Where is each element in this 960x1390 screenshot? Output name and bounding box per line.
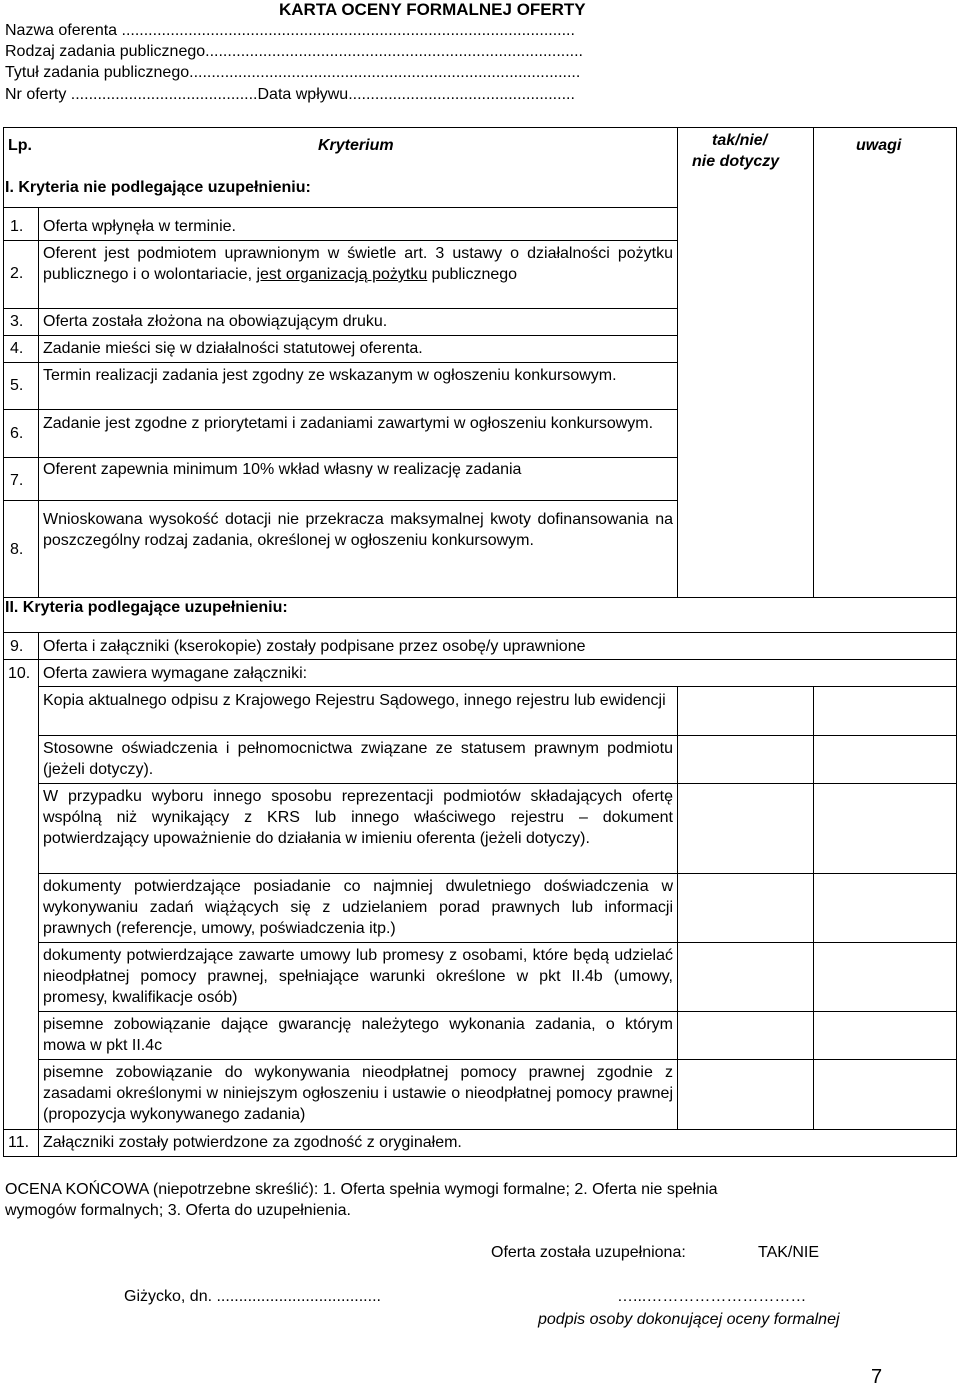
- section-2-heading: II. Kryteria podlegające uzupełnieniu:: [5, 599, 288, 616]
- row-rule: [3, 335, 678, 336]
- signature-line: …...…………………………: [617, 1288, 807, 1305]
- col-header-uwagi: uwagi: [856, 137, 902, 154]
- criterion-text: Oferta zawiera wymagane załączniki:: [43, 665, 308, 682]
- item-number: 11.: [8, 1134, 30, 1151]
- page-title: KARTA OCENY FORMALNEJ OFERTY: [279, 0, 586, 19]
- field-nr-oferty: Nr oferty ..........................................Data wpływu...................................................: [5, 86, 575, 103]
- row-rule: [38, 686, 957, 687]
- item-number: 6.: [10, 425, 24, 442]
- col-divider-lp: [38, 207, 39, 597]
- attachment-item: dokumenty potwierdzające posiadanie co najmniej dwuletniego doświadczenia w wykonywaniu zadań wiążących się z udzielaniem porad prawnych lub informacji prawnych (referencje, umowy, poświadczenia itp.): [43, 878, 673, 937]
- item-number: 3.: [10, 313, 24, 330]
- row-rule: [38, 1059, 957, 1060]
- col-header-tak-line1: tak/nie/: [712, 132, 768, 149]
- criterion-text: Wnioskowana wysokość dotacji nie przekracza maksymalnej kwoty dofinansowania na poszczególny rodzaj zadania, określonej w ogłoszeniu konkursowym.: [43, 511, 673, 549]
- attachment-item: W przypadku wyboru innego sposobu reprezentacji podmiotów składających ofertę wspólną niż wynikający z KRS lub innego właściwego rejestru – dokument potwierdzający upoważnienie do działania w imieniu oferenta (jeżeli dotyczy).: [43, 788, 673, 847]
- item-number: 2.: [10, 265, 24, 282]
- item-number: 4.: [10, 340, 24, 357]
- row-rule: [38, 735, 957, 736]
- row-rule: [3, 597, 957, 598]
- row-rule: [3, 362, 678, 363]
- signature-label: podpis osoby dokonującej oceny formalnej: [538, 1311, 840, 1328]
- criterion-text: [43, 243, 673, 285]
- gizycko-date: Giżycko, dn. .....................................: [124, 1288, 381, 1305]
- field-nazwa-oferenta: Nazwa oferenta ......................................................................................................: [5, 22, 575, 39]
- col-divider-uwagi: [813, 127, 814, 597]
- page-number: 7: [871, 1366, 883, 1388]
- uzupelniona-value: TAK/NIE: [758, 1244, 820, 1261]
- ocena-koncowa-line1: OCENA KOŃCOWA (niepotrzebne skreślić): 1. Oferta spełnia wymogi formalne; 2. Oferta nie spełnia: [5, 1181, 718, 1198]
- row-rule: [38, 942, 957, 943]
- col-divider-lp-2: [38, 632, 39, 1157]
- criterion-text: Termin realizacji zadania jest zgodny ze wskazanym w ogłoszeniu konkursowym.: [43, 367, 617, 384]
- col-header-tak-line2: nie dotyczy: [692, 153, 780, 170]
- col-divider-attach-tak: [677, 686, 678, 1129]
- row-rule: [3, 240, 678, 241]
- uzupelniona-label: Oferta została uzupełniona:: [491, 1244, 686, 1261]
- table-bottom-border: [3, 1156, 957, 1157]
- table-left-border: [3, 127, 4, 1157]
- table-right-border: [956, 127, 957, 1157]
- attachment-item: pisemne zobowiązanie dające gwarancję należytego wykonania zadania, o którym mowa w pkt II.4c: [43, 1016, 673, 1054]
- criterion-text: Zadanie mieści się w działalności statutowej oferenta.: [43, 340, 423, 357]
- item-number: 10.: [8, 665, 31, 682]
- row-rule: [3, 308, 678, 309]
- row-rule: [3, 457, 678, 458]
- row-rule: [3, 1129, 957, 1130]
- item-number: 9.: [10, 638, 24, 655]
- field-rodzaj-zadania: Rodzaj zadania publicznego.....................................................................................: [5, 43, 583, 60]
- criterion-text: Zadanie jest zgodne z priorytetami i zadaniami zawartymi w ogłoszeniu konkursowym.: [43, 415, 654, 432]
- criterion-text: Oferta i załączniki (kserokopie) zostały podpisane przez osobę/y uprawnione: [43, 638, 586, 655]
- item-number: 7.: [10, 472, 24, 489]
- item-number: 8.: [10, 541, 24, 558]
- col-divider-attach-uwagi: [813, 686, 814, 1129]
- row-rule: [38, 1011, 957, 1012]
- col-header-kryterium: Kryterium: [318, 137, 394, 154]
- criterion-text: Oferta została złożona na obowiązującym druku.: [43, 313, 388, 330]
- item-number: 1.: [10, 218, 24, 235]
- attachment-item: Stosowne oświadczenia i pełnomocnictwa związane ze statusem prawnym podmiotu (jeżeli dotyczy).: [43, 740, 673, 778]
- criterion-text: Oferent zapewnia minimum 10% wkład własny w realizację zadania: [43, 461, 522, 478]
- row-rule: [3, 659, 957, 660]
- criterion-text: Oferta wpłynęła w terminie.: [43, 218, 236, 235]
- section-1-rule: [3, 207, 678, 208]
- criterion-text-part: publicznego: [427, 266, 518, 283]
- criterion-text-part: Oferent jest podmiotem uprawnionym w świetle art. 3 ustawy o działalności pożytku publicznego i o wolontariacie,: [43, 245, 673, 283]
- item-number: 5.: [10, 377, 24, 394]
- section-1-heading: I. Kryteria nie podlegające uzupełnieniu:: [5, 179, 311, 196]
- attachment-item: Kopia aktualnego odpisu z Krajowego Rejestru Sądowego, innego rejestru lub ewidencji: [43, 692, 666, 709]
- criterion-text: Załączniki zostały potwierdzone za zgodność z oryginałem.: [43, 1134, 462, 1151]
- field-tytul-zadania: Tytuł zadania publicznego........................................................................................: [5, 64, 581, 81]
- attachment-item: pisemne zobowiązanie do wykonywania nieodpłatnej pomocy prawnej zgodnie z zasadami określonymi w niniejszym ogłoszeniu i ustawie o nieodpłatnej pomocy prawnej (propozycja wykonywanego zadania): [43, 1064, 673, 1123]
- section-2-rule: [3, 632, 957, 633]
- ocena-koncowa-line2: wymogów formalnych; 3. Oferta do uzupełnienia.: [5, 1202, 351, 1219]
- row-rule: [38, 783, 957, 784]
- attachment-item: dokumenty potwierdzające zawarte umowy lub promesy z osobami, które będą udzielać nieodpłatnej pomocy prawnej, spełniające warunki określone w pkt II.4b (umowy, promesy, kwalifikacje osób): [43, 947, 673, 1006]
- criterion-text-underlined: jest organizacją pożytku: [256, 266, 428, 283]
- col-header-lp: Lp.: [8, 137, 32, 154]
- row-rule: [3, 409, 678, 410]
- row-rule: [38, 873, 957, 874]
- row-rule: [3, 500, 678, 501]
